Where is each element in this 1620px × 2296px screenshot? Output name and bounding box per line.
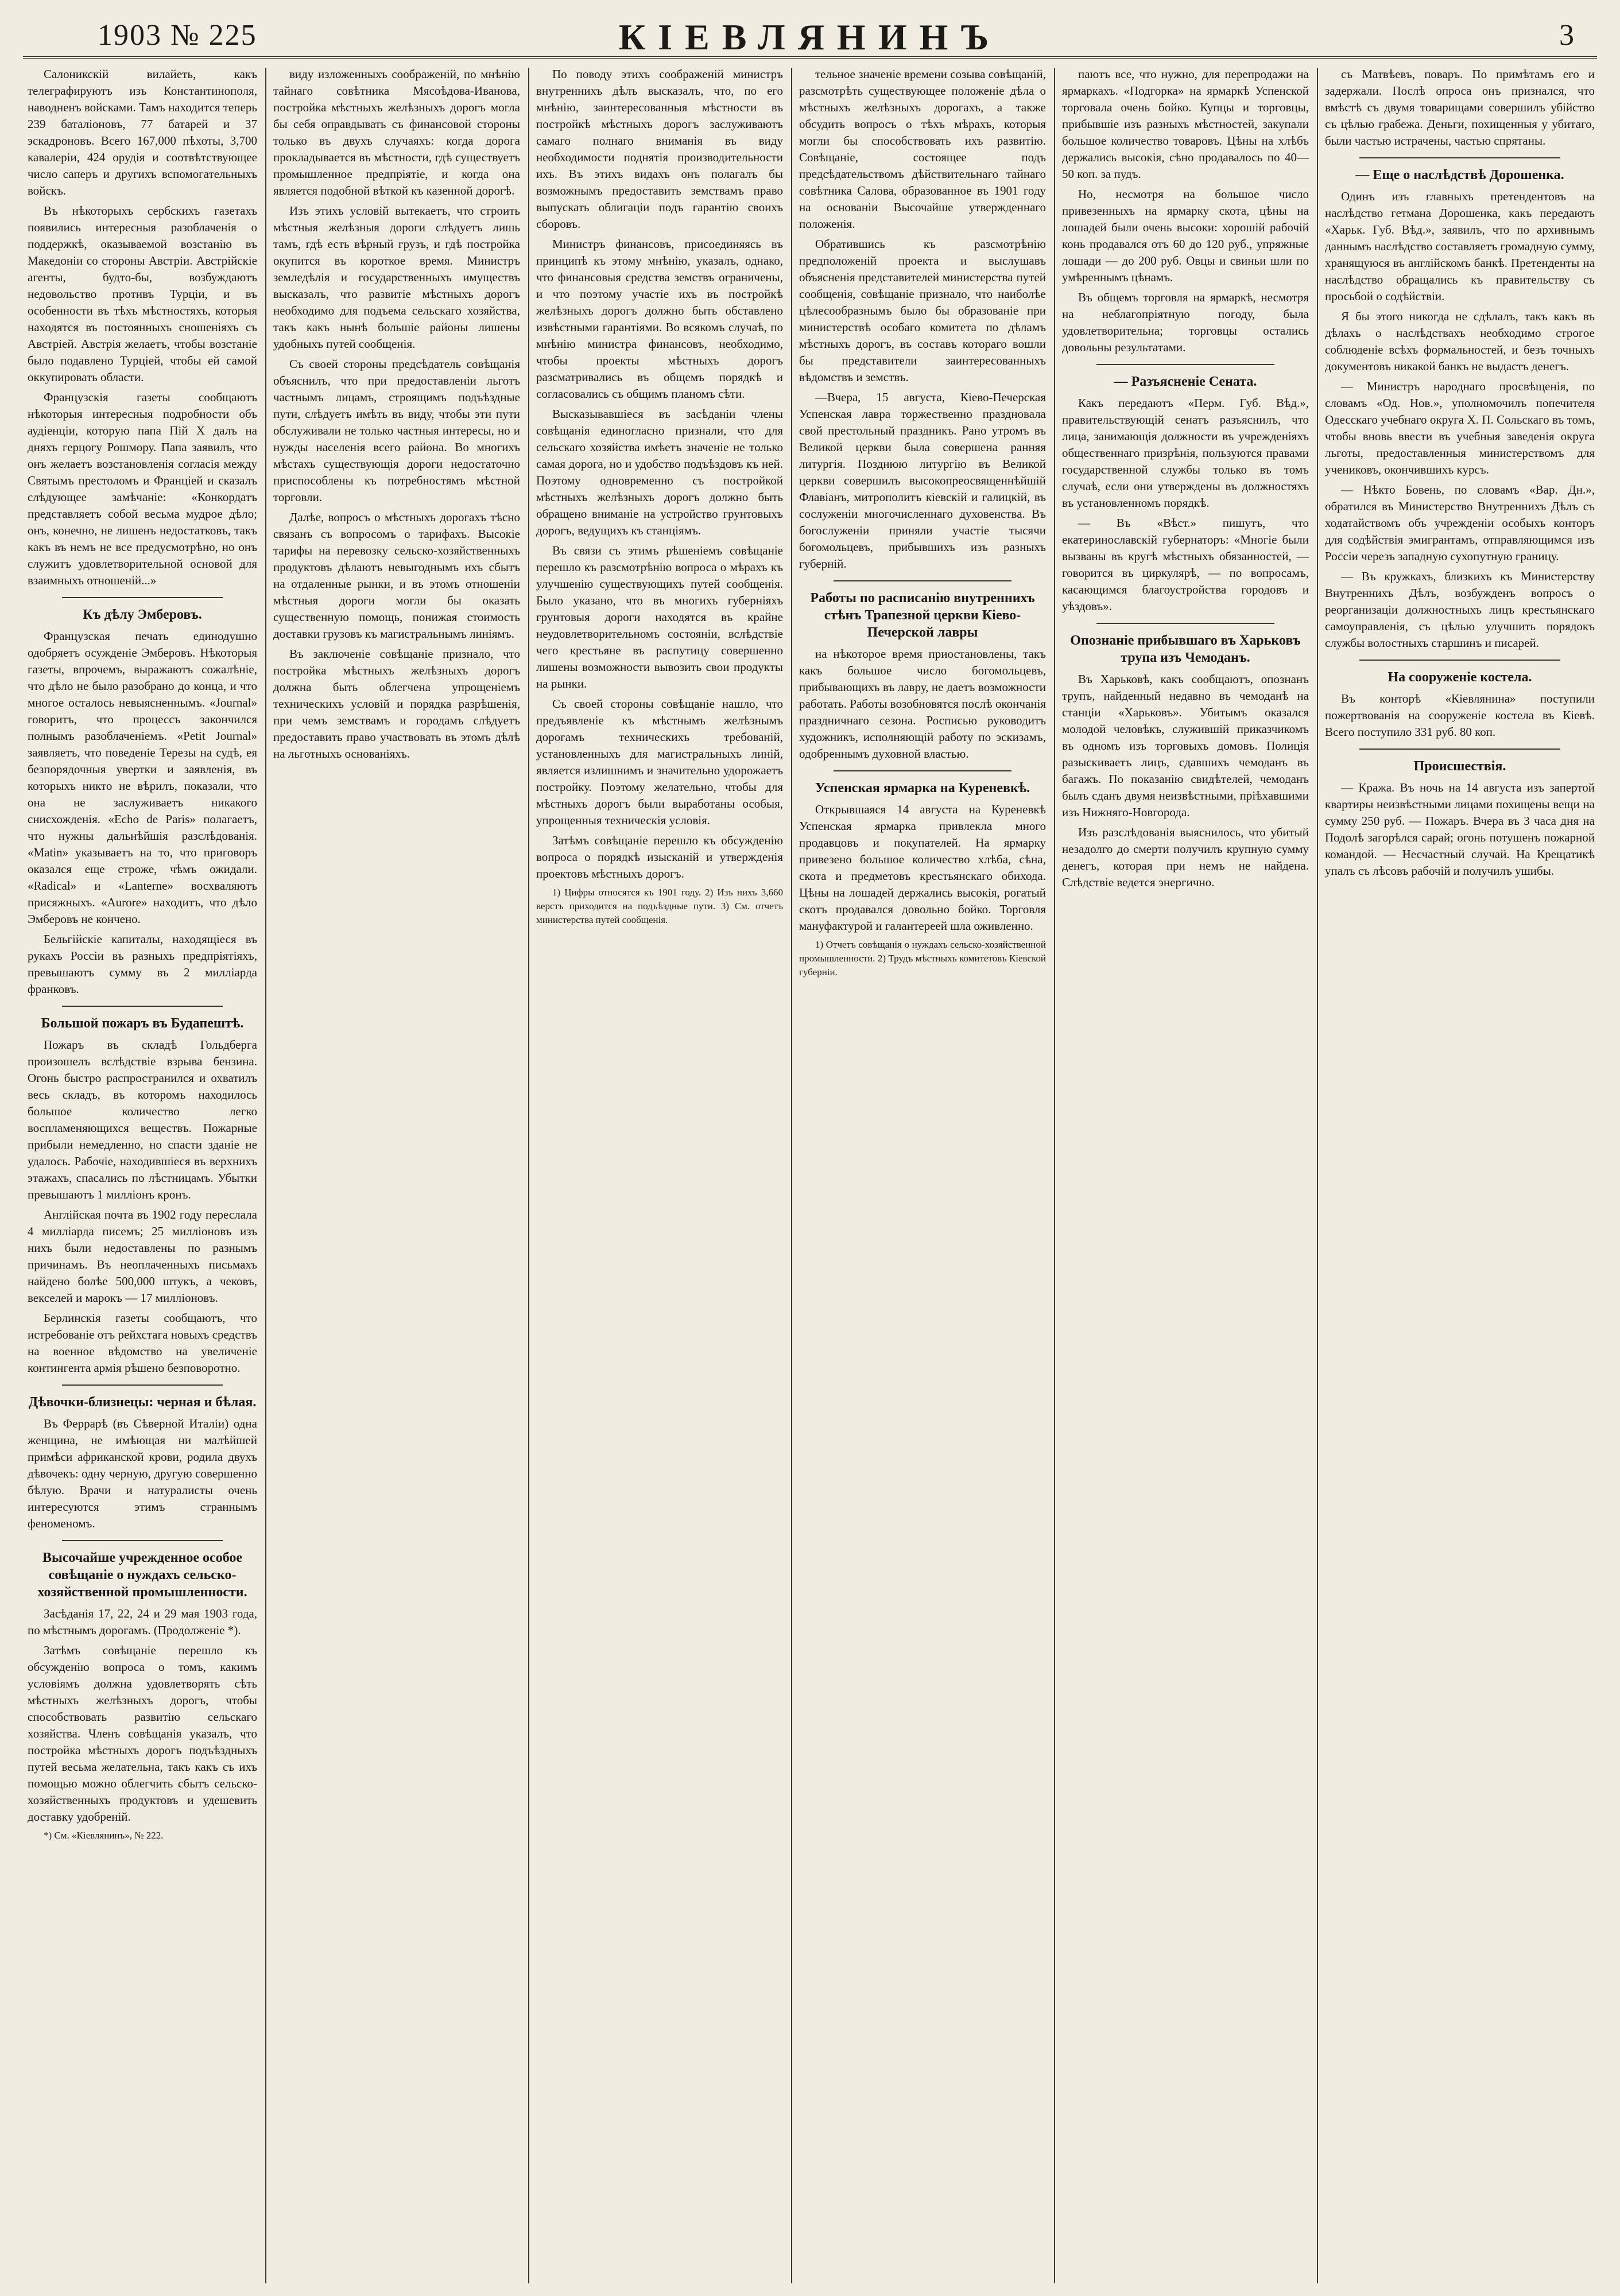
article-headline: Опознаніе прибывшаго въ Харьковъ трупа изъ Чемоданъ. [1070,633,1301,665]
article-paragraph: Въ конторѣ «Кіевлянина» поступили пожертвованія на сооруженіе костела въ Кіевѣ. Всего поступило 331 руб. 80 коп. [1325,692,1595,739]
article-paragraph: Салоникскій вилайеть, какъ телеграфируютъ изъ Константинополя, наводненъ войсками. Тамъ находится теперь 239 баталіоновъ, 77 батарей и 37 эскадроновъ. Всего 167,000 пѣхоты, 3,700 кавалеріи, 424 орудія и соотвѣтствующее число саперъ и другихъ вспомогательныхъ войскъ. [28,67,257,197]
column-rule [791,68,792,2283]
article-paragraph: Въ нѣкоторыхъ сербскихъ газетахъ появились интересныя разоблаченія о поддержкѣ, оказываемой возстанію въ Македоніи со стороны Австріи. Австрійскіе агенты, будто-бы, возбуждаютъ недовольство противъ Турціи, и въ особенности въ тѣхъ мѣстностяхъ, которыя находятся въ постоянныхъ сношеніяхъ съ Австріей. Австрія желаетъ, чтобы возстаніе было подавлено Турціей, чтобы ей самой оккупировать области. [28,204,257,384]
page-number: 3 [1559,19,1574,52]
article-headline: Успенская ярмарка на Куреневкѣ. [815,781,1030,796]
article-paragraph: — Кража. Въ ночь на 14 августа изъ запертой квартиры неизвѣстными лицами похищены вещи на сумму 250 руб. — Пожаръ. Вчера въ 3 часа дня на Подолѣ загорѣлся сарай; огонь потушенъ пожарной командой. — Несчастный случай. На Крещатикѣ упалъ съ лѣсовъ рабочій и получилъ ушибы. [1325,781,1595,878]
article-headline: На сооруженіе костела. [1388,670,1532,685]
article-paragraph: Высказывавшіеся въ засѣданіи члены совѣщанія единогласно признали, что для сельскаго хозяйства имѣетъ значеніе не только самая дорога, но и удобство подъѣздовъ къ ней. Поэтому одновременно съ постройкой мѣстныхъ желѣзныхъ дорогъ должно быть обращено вниманіе на устройство грунтовыхъ дорогъ, ведущихъ къ станціямъ. [536,407,783,537]
article-headline: Къ дѣлу Эмберовъ. [83,607,202,622]
article-paragraph: Въ заключеніе совѣщаніе признало, что постройка мѣстныхъ желѣзныхъ дорогъ должна быть облегчена упрощеніемъ техническихъ условій и порядка разрѣшенія, при чемъ земствамъ и городамъ слѣдуетъ предоставить право участвовать въ этомъ дѣлѣ на льготныхъ основаніяхъ. [273,647,520,761]
column-6 [1325,66,1595,2287]
article-paragraph: Французскія газеты сообщаютъ нѣкоторыя интересныя подробности объ аудіенціи, которую папа Пій X далъ на дняхъ герцогу Рошмору. Папа заявилъ, что онъ желаетъ возстановленія согласія между Святымъ престоломъ и Франціей и сказалъ слѣдующее замѣчаніе: «Конкордатъ представляетъ собой весьма мудрое дѣло; онъ, конечно, не лишенъ недостатковъ, такъ какъ въ немъ не все предусмотрѣно, но онъ служитъ удовлетворительной основой для взаимныхъ отношеній...» [28,390,257,587]
article-paragraph: виду изложенныхъ соображеній, по мнѣнію тайнаго совѣтника Мясоѣдова-Иванова, постройка мѣстныхъ желѣзныхъ дорогъ могла бы себя оправдывать съ финансовой стороны только въ двухъ случаяхъ: когда дорога прокладывается въ мѣстности, гдѣ существуетъ промышленное предпріятіе, и когда она является подобной вѣткой къ казенной дорогѣ. [273,67,520,197]
article-divider [62,1006,223,1007]
column-5 [1062,66,1309,2287]
article-paragraph: Бельгійскіе капиталы, находящіеся въ рукахъ Россіи въ разныхъ предпріятіяхъ, превышаютъ сумму въ 2 милліарда франковъ. [28,932,257,996]
article-paragraph: Открывшаяся 14 августа на Куреневкѣ Успенская ярмарка привлекла много продавцовъ и покупателей. На ярмарку привезено большое количество хлѣба, сѣна, скота и предметовъ крестьянскаго обихода. Цѣны на лошадей держались высокія, рогатый скотъ продавался довольно бойко. Торговля мануфактурой и галантереей шла оживленно. [799,802,1046,933]
issue-number: 1903 № 225 [98,19,257,52]
article-paragraph: Съ своей стороны совѣщаніе нашло, что предъявленіе къ мѣстнымъ желѣзнымъ дорогамъ техническихъ требованій, установленныхъ для магистральныхъ линій, является излишнимъ и значительно удорожаетъ постройку. Поэтому желательно, чтобы для мѣстныхъ дорогъ были выработаны особыя, упрощенныя техническія условія. [536,697,783,827]
column-3 [536,66,783,2287]
article-divider [834,770,1011,771]
article-headline: Работы по расписанію внутреннихъ стѣнъ Трапезной церкви Кіево-Печерской лавры [810,591,1035,640]
article-paragraph: Изъ разслѣдованія выяснилось, что убитый незадолго до смерти получилъ крупную сумму денегъ, которая при немъ не найдена. Слѣдствіе ведется энергично. [1062,825,1309,889]
article-paragraph: Я бы этого никогда не сдѣлалъ, такъ какъ въ дѣлахъ о наслѣдствахъ необходимо строгое соблюденіе всѣхъ формальностей, и безъ точныхъ документовъ никакой банкъ не выдастъ денегъ. [1325,309,1595,373]
column-rule [1317,68,1318,2283]
article-headline: Происшествія. [1413,759,1506,774]
article-divider [834,580,1011,581]
footnote: 1) Цифры относятся къ 1901 году. 2) Изъ нихъ 3,660 верстъ приходится на подъѣздные пути. 3) См. отчетъ министерства путей сообщенія. [536,887,783,925]
article-divider [1096,364,1274,365]
article-headline: — Разъясненіе Сената. [1114,374,1257,389]
article-headline: Высочайше учрежденное особое совѣщаніе о нуждахъ сельско-хозяйственной промышленности. [37,1550,247,1600]
article-paragraph: Затѣмъ совѣщаніе перешло къ обсужденію вопроса о томъ, какимъ условіямъ должна удовлетворять сѣть мѣстныхъ желѣзныхъ дорогъ, чтобы способствовать развитію сельскаго хозяйства. Членъ совѣщанія указалъ, что постройка мѣстныхъ дорогъ подъѣздныхъ путей весьма желательна, такъ какъ съ ихъ помощью можно облегчить сбытъ сельско-хозяйственныхъ продуктовъ и удешевить доставку удобреній. [28,1643,257,1824]
article-divider [1359,748,1560,750]
column-2 [273,66,520,2287]
article-paragraph: Министръ финансовъ, присоединяясь въ принципѣ къ этому мнѣнію, указалъ, однако, что финансовыя средства земствъ ограничены, и что поэтому участіе ихъ въ постройкѣ желѣзныхъ дорогъ должно быть обставлено извѣстными гарантіями. Во всякомъ случаѣ, по мнѣнію министра финансовъ, необходимо, чтобы проекты мѣстныхъ дорогъ разсматривались въ общемъ порядкѣ и согласовались съ общимъ планомъ сѣти. [536,237,783,401]
article-paragraph: Затѣмъ совѣщаніе перешло къ обсужденію вопроса о порядкѣ изысканій и утвержденія проектовъ мѣстныхъ дорогъ. [536,833,783,881]
article-divider [1359,157,1560,158]
article-divider [1359,660,1560,661]
article-paragraph: — Министръ народнаго просвѣщенія, по словамъ «Од. Нов.», уполномочилъ попечителя Одесскаго учебнаго округа Х. П. Сольскаго въ томъ, чтобы вновь ввести въ учебныя заведенія округа льготы, предоставленныя министерствомъ для учениковъ, окончившихъ курсъ. [1325,379,1595,476]
column-rule [528,68,529,2283]
article-paragraph: По поводу этихъ соображеній министръ внутреннихъ дѣлъ высказалъ, что, по его мнѣнію, заинтересованныя мѣстности въ постройкѣ мѣстныхъ дорогъ заслуживаютъ самаго полнаго вниманія въ виду необходимости поднятія производительности ихъ. Въ этихъ видахъ онъ полагалъ бы возможнымъ предоставить земствамъ право выпускать облигаціи подъ гарантію своихъ сборовъ. [536,67,783,231]
article-paragraph: Въ Харьковѣ, какъ сообщаютъ, опознанъ трупъ, найденный недавно въ чемоданѣ на станціи «Харьковъ». Убитымъ оказался молодой человѣкъ, служившій приказчикомъ въ одномъ изъ торговыхъ домовъ. Полиція разыскиваетъ лицъ, сдавшихъ чемоданъ въ багажъ. По показанію свидѣтелей, чемоданъ былъ сданъ двумя неизвѣстными, пріѣхавшими изъ Нижняго-Новгорода. [1062,672,1309,819]
article-paragraph: —Вчера, 15 августа, Кіево-Печерская Успенская лавра торжественно праздновала свой престольный праздникъ. Рано утромъ въ Великой церкви была совершена ранняя литургія. Позднюю литургію въ Великой церкви совершилъ высокопреосвященнѣйшій Флавіанъ, митрополитъ кіевскій и галицкій, въ сослуженіи многочисленнаго духовенства. Въ богослуженіи приняли участіе тысячи богомольцевъ, прибывшихъ изъ разныхъ губерній. [799,390,1046,571]
footnote: *) См. «Кіевлянинъ», № 222. [44,1830,164,1841]
column-rule [1054,68,1055,2283]
article-paragraph: Англійская почта въ 1902 году переслала 4 милліарда писемъ; 25 милліоновъ изъ нихъ были недоставлены по разнымъ причинамъ. Въ неоплаченныхъ письмахъ найдено болѣе 500,000 штукъ, а чековъ, векселей и марокъ — 17 милліоновъ. [28,1208,257,1305]
article-paragraph: Берлинскія газеты сообщаютъ, что истребованіе отъ рейхстага новыхъ средствъ на военное вѣдомство на увеличеніе контингента армія рѣшено безповоротно. [28,1311,257,1375]
article-paragraph: Въ связи съ этимъ рѣшеніемъ совѣщаніе перешло къ разсмотрѣнію вопроса о мѣрахъ къ улучшенію существующихъ путей сообщенія. Было указано, что въ многихъ губерніяхъ грунтовыя дороги находятся въ крайне неудовлетворительномъ состояніи, вслѣдствіе чего крестьяне въ распутицу совершенно лишены возможности вывозить свои продукты на рынки. [536,544,783,691]
article-paragraph: на нѣкоторое время приостановлены, такъ какъ большое число богомольцевъ, прибывающихъ въ лавру, не даетъ возможности работать. Работы возобновятся послѣ окончанія праздничнаго сезона. Росписью руководитъ художникъ, исполняющій работу по эскизамъ, одобреннымъ духовной властью. [799,647,1046,761]
article-paragraph: Въ Феррарѣ (въ Сѣверной Италіи) одна женщина, не имѣющая ни малѣйшей примѣси африканской крови, родила двухъ дѣвочекъ: одну черную, другую совершенно бѣлую. Врачи и натуралисты очень интересуются этимъ страннымъ феноменомъ. [28,1417,257,1530]
footnote: 1) Отчетъ совѣщанія о нуждахъ сельско-хозяйственной промышленности. 2) Трудъ мѣстныхъ комитетовъ Кіевской губерніи. [799,939,1046,978]
article-divider [1096,623,1274,624]
article-divider [62,1540,223,1541]
article-paragraph: Изъ этихъ условій вытекаетъ, что строить мѣстныя желѣзныя дороги слѣдуетъ лишь тамъ, гдѣ есть вѣрный грузъ, и гдѣ постройка окупится въ короткое время. Министръ земледѣлія и государственныхъ имуществъ высказалъ, что развитіе мѣстныхъ дорогъ необходимо для подъема сельскаго хозяйства, такъ какъ нынѣ большіе районы лишены удобныхъ путей сообщенія. [273,204,520,351]
article-headline: Большой пожаръ въ Будапештѣ. [41,1016,244,1031]
article-headline: — Еще о наслѣдствѣ Дорошенка. [1355,168,1564,183]
article-paragraph: Въ общемъ торговля на ярмаркѣ, несмотря на неблагопріятную погоду, была удовлетворительна; торговцы остались довольны результатами. [1062,290,1309,354]
article-paragraph: паютъ все, что нужно, для перепродажи на ярмаркахъ. «Подгорка» на ярмаркѣ Успенской торговала очень бойко. Купцы и торговцы, прибывшіе изъ разныхъ мѣстностей, закупали большое количество товаровъ. Цѣны на хлѣбъ держались высокія, сѣно продавалось по 40—50 коп. за пудъ. [1062,67,1309,181]
article-paragraph: Обратившись къ разсмотрѣнію предположеній проекта и выслушавъ объясненія представителей министерства путей сообщенія, совѣщаніе признало, что наиболѣе цѣлесообразнымъ было бы образованіе при министерствѣ особаго комитета по дѣламъ мѣстныхъ дорогъ, въ составъ котораго вошли бы представители заинтересованныхъ вѣдомствъ и земствъ. [799,237,1046,384]
column-1 [28,66,257,2287]
column-4 [799,66,1046,2287]
article-paragraph: — Въ «Вѣст.» пишутъ, что екатеринославскій губернаторъ: «Многіе были вызваны въ кругѣ мѣстныхъ обязанностей, — говорится въ циркулярѣ, — по вопросамъ, касающимся благоустройства городовъ и уѣздовъ». [1062,516,1309,613]
article-divider [62,1384,223,1386]
newspaper-title: КІЕВЛЯНИНЪ [618,17,1002,57]
article-paragraph: Французская печать единодушно одобряетъ осужденіе Эмберовъ. Нѣкоторыя газеты, впрочемъ, выражаютъ сожалѣніе, что дѣло не было разобрано до конца, и что многое осталось невыясненнымъ. «Journal» говоритъ, что процессъ закончился полнымъ разоблаченіемъ. «Petit Journal» заявляетъ, что поведеніе Терезы на судѣ, ея безпорядочныя увертки и заявленія, въ которыхъ никто не вѣрилъ, показали, что она не заслуживаетъ никакого снисхожденія. «Echo de Paris» полагаетъ, что нужны дальнѣйшія разслѣдованія. «Matin» указываетъ на то, что приговоръ оказался еще строже, чѣмъ ожидали. «Radical» и «Lanterne» восхваляютъ присяжныхъ. «Aurore» находитъ, что дѣло Эмберовъ не кончено. [28,629,257,926]
article-divider [62,597,223,598]
page-header [23,16,1597,59]
article-paragraph: Далѣе, вопросъ о мѣстныхъ дорогахъ тѣсно связанъ съ вопросомъ о тарифахъ. Высокіе тарифы на перевозку сельско-хозяйственныхъ продуктовъ дѣлаютъ невыгоднымъ ихъ сбытъ на отдаленные рынки, и въ этомъ отношеніи мѣстныя дороги могли бы оказать существенную помощь, понижая стоимость доставки грузовъ къ магистральнымъ линіямъ. [273,510,520,641]
article-headline: Дѣвочки-близнецы: черная и бѣлая. [28,1395,257,1410]
article-paragraph: — Въ кружкахъ, близкихъ къ Министерству Внутреннихъ Дѣлъ, возбужденъ вопросъ о реорганизаціи должностныхъ лицъ крестьянскаго самоуправленія, съ цѣлью улучшить порядокъ службы волостныхъ старшинъ и писарей. [1325,569,1595,650]
article-paragraph: Какъ передаютъ «Перм. Губ. Вѣд.», правительствующій сенатъ разъяснилъ, что лица, занимающія должности въ учрежденіяхъ общественнаго призрѣнія, пользуются правами государственной службы только въ томъ случаѣ, если они утверждены въ должностяхъ въ установленномъ порядкѣ. [1062,396,1309,510]
article-paragraph: съ Матвѣевъ, поваръ. По примѣтамъ его и задержали. Послѣ опроса онъ признался, что вмѣстѣ съ двумя товарищами совершилъ убійство съ цѣлью грабежа. Деньги, похищенныя у убитаго, были частью истрачены, частью спрятаны. [1325,67,1595,148]
article-paragraph: Съ своей стороны предсѣдатель совѣщанія объяснилъ, что при предоставленіи льготъ частнымъ лицамъ, строящимъ подъѣздные пути, слѣдуетъ имѣть въ виду, чтобы эти пути обслуживали не только частныя интересы, но и нужды населенія всего района. Во многихъ мѣстахъ существующія дороги недостаточно приспособлены къ потребностямъ мѣстной торговли. [273,357,520,504]
article-paragraph: Пожаръ въ складѣ Гольдберга произошелъ вслѣдствіе взрыва бензина. Огонь быстро распространился и охватилъ весь складъ, въ которомъ находилось большое количество легко воспламеняющихся веществъ. Пожарные прибыли немедленно, но спасти зданіе не удалось. Рабочіе, находившіеся въ верхнихъ этажахъ, спасались по лѣстницамъ. Убытки превышаютъ 1 милліонъ кронъ. [28,1038,257,1201]
article-paragraph: Но, несмотря на большое число привезенныхъ на ярмарку скота, цѣны на лошадей были очень высоки: хорошій рабочій конь продавался отъ 60 до 120 руб., упряжные лошади — до 200 руб. Овцы и свиньи шли по умѣреннымъ цѣнамъ. [1062,187,1309,284]
article-paragraph: Одинъ изъ главныхъ претендентовъ на наслѣдство гетмана Дорошенка, какъ передаютъ «Харьк. Губ. Вѣд.», заявилъ, что по архивнымъ даннымъ наслѣдство составляетъ громадную сумму, хранящуюся въ англійскомъ банкѣ. Претенденты на наслѣдство обращались къ правительству съ просьбой о содѣйствіи. [1325,189,1595,303]
article-paragraph: — Нѣкто Бовень, по словамъ «Вар. Дн.», обратился въ Министерство Внутреннихъ Дѣлъ съ ходатайствомъ объ учрежденіи особыхъ конторъ для содѣйствія эмигрантамъ, отправляющимся изъ Россіи черезъ западную сухопутную границу. [1325,483,1595,563]
article-paragraph: тельное значеніе времени созыва совѣщаній, разсмотрѣть существующее положеніе дѣла о мѣстныхъ желѣзныхъ дорогахъ, а также обсудить вопросъ о тѣхъ мѣрахъ, которыя могли бы способствовать ихъ развитію. Совѣщаніе, состоящее подъ предсѣдательствомъ дѣйствительнаго тайнаго совѣтника Салова, образованное въ 1901 году на основаніи Высочайше утвержденнаго положенія. [799,67,1046,231]
column-rule [265,68,266,2283]
article-paragraph: Засѣданія 17, 22, 24 и 29 мая 1903 года, по мѣстнымъ дорогамъ. (Продолженіе *). [28,1607,257,1637]
